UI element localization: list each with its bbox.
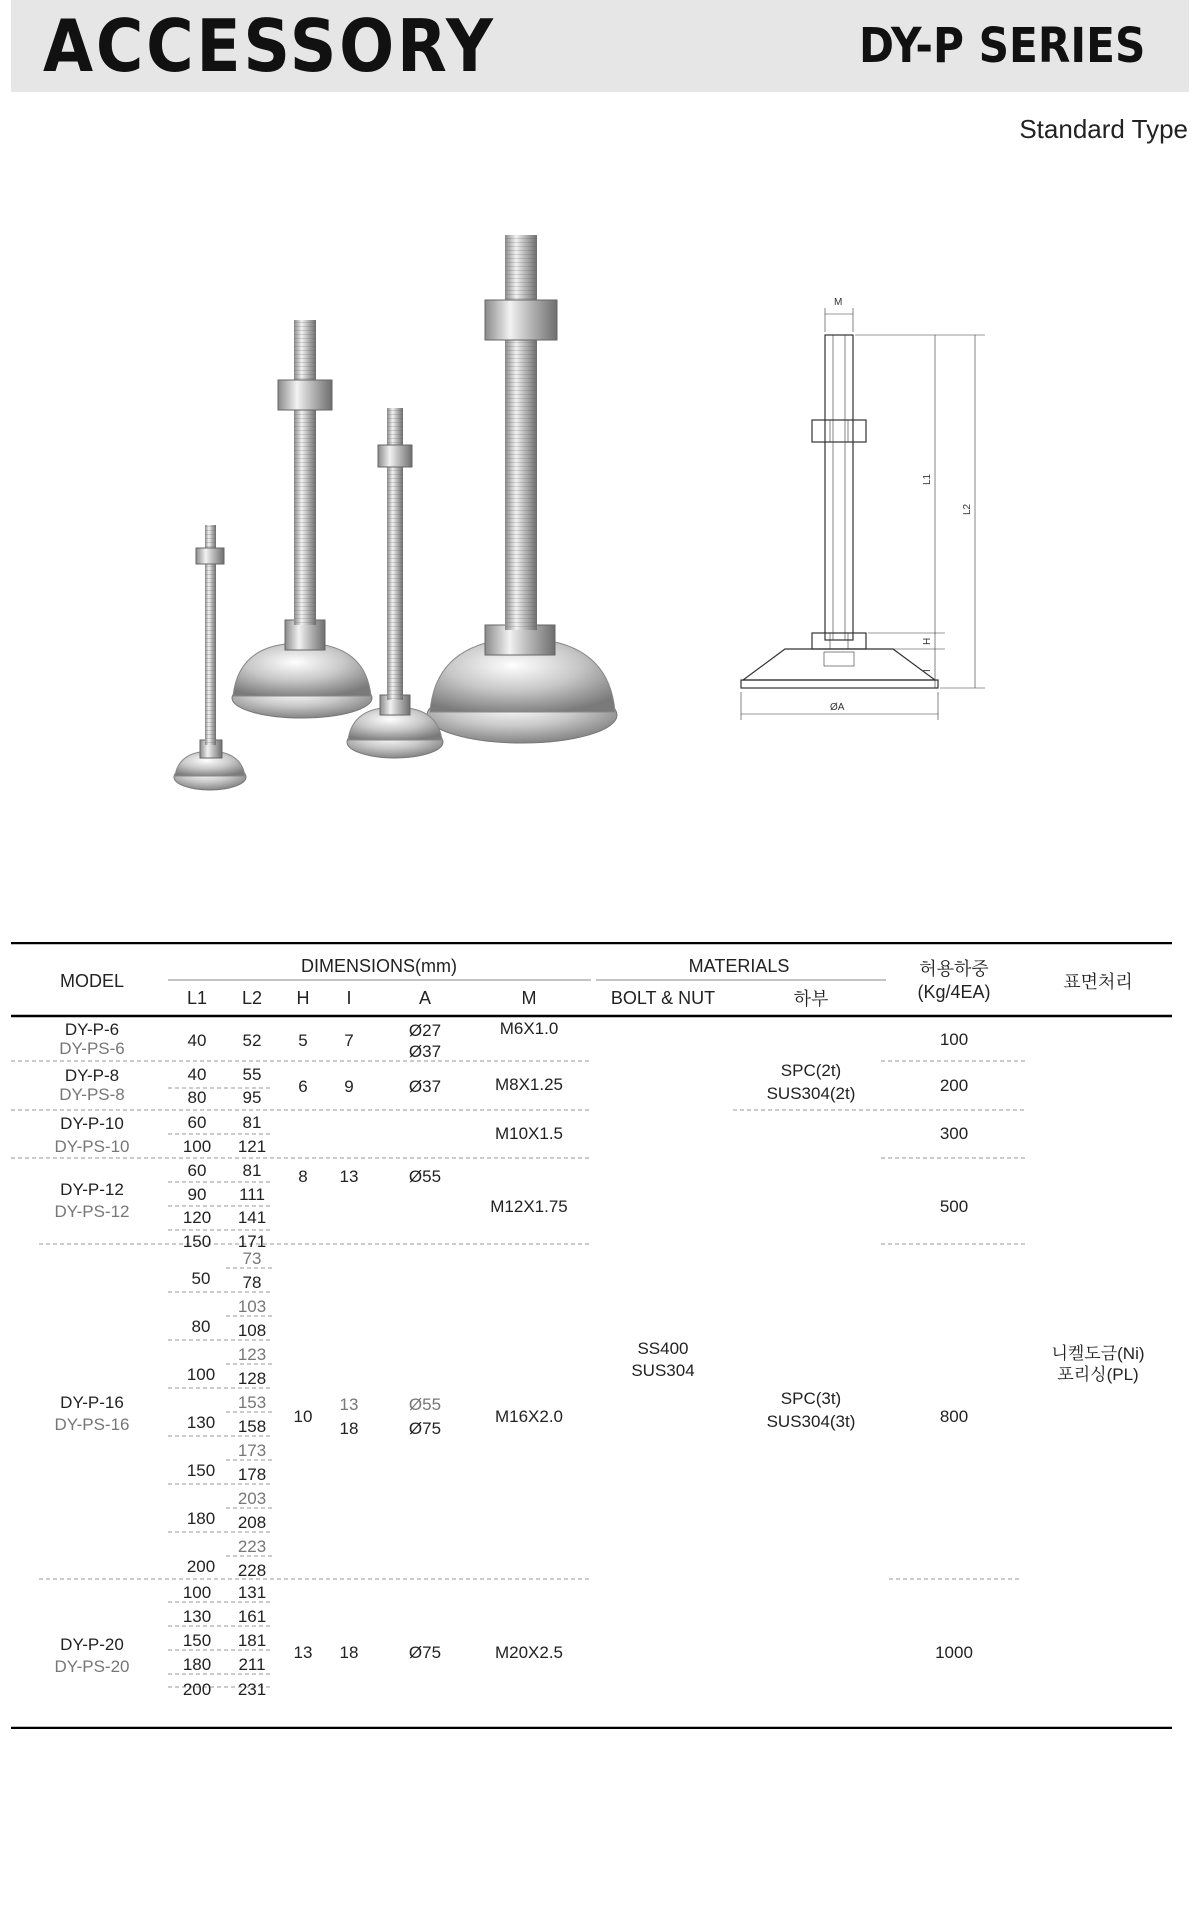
header-l1: L1: [186, 988, 208, 1008]
cell-load: 100: [939, 1030, 969, 1049]
cell-l2: 123: [237, 1345, 267, 1364]
cell-l2: 103: [237, 1297, 267, 1316]
header-l2: L2: [241, 988, 263, 1008]
cell-load: 500: [939, 1197, 969, 1216]
lower-material: SUS304(2t): [766, 1084, 856, 1103]
leveler-medium: [232, 320, 372, 718]
cell-a: Ø37: [408, 1077, 442, 1096]
cell-h: 8: [298, 1167, 308, 1186]
cell-l2: 228: [237, 1561, 267, 1580]
cell-a: Ø75: [408, 1419, 442, 1438]
cell-m: M12X1.75: [490, 1197, 568, 1216]
header-dimensions: DIMENSIONS(mm): [301, 956, 457, 976]
cell-i: 13: [339, 1395, 359, 1414]
cell-h: 10: [293, 1407, 313, 1426]
model-name-s: DY-PS-20: [54, 1657, 130, 1676]
cell-l2: 223: [237, 1537, 267, 1556]
cell-l1: 50: [191, 1269, 211, 1288]
page-header: [11, 0, 1189, 92]
cell-l1: 80: [191, 1317, 211, 1336]
cell-m: M20X2.5: [494, 1643, 564, 1662]
model-name: DY-P-6: [64, 1020, 120, 1039]
lower-material: SUS304(3t): [766, 1412, 856, 1431]
lower-material: SPC(2t): [780, 1061, 842, 1080]
bolt-material: SS400: [637, 1339, 689, 1358]
label-h: H: [922, 637, 933, 645]
cell-i: 7: [344, 1031, 354, 1050]
model-name: DY-P-10: [60, 1114, 124, 1133]
cell-l1: 100: [182, 1583, 212, 1602]
cell-a: Ø37: [408, 1042, 442, 1061]
cell-l2: 171: [237, 1232, 267, 1251]
cell-l2: 131: [237, 1583, 267, 1602]
leveler-smallest: [174, 525, 246, 790]
cell-l2: 161: [237, 1607, 267, 1626]
model-name: DY-P-12: [60, 1180, 124, 1199]
cell-l2: 211: [238, 1655, 266, 1674]
cell-m: M16X2.0: [494, 1407, 564, 1426]
cell-l1: 150: [182, 1232, 212, 1251]
model-name-s: DY-PS-12: [54, 1202, 130, 1221]
label-a: ØA: [830, 702, 845, 713]
cell-l2: 121: [237, 1137, 267, 1156]
label-i: I: [922, 669, 933, 672]
cell-l2: 231: [237, 1680, 267, 1699]
cell-i: 18: [339, 1419, 359, 1438]
cell-l1: 150: [182, 1631, 212, 1650]
header-load-unit: (Kg/4EA): [917, 982, 991, 1002]
cell-m: M6X1.0: [499, 1019, 559, 1038]
cell-load: 200: [939, 1076, 969, 1095]
cell-l1: 60: [187, 1113, 207, 1132]
cell-l2: 181: [237, 1631, 267, 1650]
model-name: DY-P-8: [64, 1066, 120, 1085]
page-title: ACCESSORY: [43, 4, 496, 88]
header-materials: MATERIALS: [688, 956, 790, 976]
cell-l1: 130: [186, 1413, 216, 1432]
cell-l2: 158: [237, 1417, 267, 1436]
cell-l1: 90: [187, 1185, 207, 1204]
cell-l1: 180: [182, 1655, 212, 1674]
cell-load: 1000: [935, 1643, 973, 1662]
bolt-material: SUS304: [631, 1361, 695, 1380]
cell-i: 13: [339, 1167, 359, 1186]
leveler-large: [427, 235, 617, 743]
model-name-s: DY-PS-6: [59, 1039, 125, 1058]
header-h: H: [296, 988, 310, 1008]
cell-l2: 52: [242, 1031, 262, 1050]
cell-l1: 100: [182, 1137, 212, 1156]
cell-l1: 40: [187, 1031, 207, 1050]
header-i: I: [346, 988, 352, 1008]
cell-l2: 208: [237, 1513, 267, 1532]
label-m: M: [834, 297, 843, 308]
cell-l1: 60: [187, 1161, 207, 1180]
header-m: M: [521, 988, 537, 1008]
label-l1: L1: [922, 473, 933, 485]
model-name: DY-P-16: [60, 1393, 124, 1412]
model-name-s: DY-PS-8: [59, 1085, 125, 1104]
product-photo: [90, 230, 670, 810]
header-lower: 하부: [793, 989, 829, 1009]
cell-l2: 173: [237, 1441, 267, 1460]
header-bolt-nut: BOLT & NUT: [610, 988, 716, 1008]
cell-l1: 150: [186, 1461, 216, 1480]
cell-m: M8X1.25: [494, 1075, 564, 1094]
cell-l1: 120: [182, 1208, 212, 1227]
cell-l2: 111: [239, 1185, 265, 1204]
label-l2: L2: [962, 503, 973, 515]
series-name: DY-P SERIES: [858, 18, 1145, 74]
dimension-drawing: [730, 280, 1050, 740]
cell-l2: 128: [237, 1369, 267, 1388]
cell-l1: 100: [186, 1365, 216, 1384]
table-body: [55, 1019, 1145, 1699]
model-name: DY-P-20: [60, 1635, 124, 1654]
lower-material: SPC(3t): [780, 1389, 842, 1408]
header-model: MODEL: [59, 971, 125, 991]
cell-l1: 200: [182, 1680, 212, 1699]
cell-i: 9: [344, 1077, 354, 1096]
cell-l2: 55: [242, 1065, 262, 1084]
header-load: 허용하중: [919, 959, 989, 979]
header-surface: 표면처리: [1063, 972, 1133, 992]
model-name-s: DY-PS-10: [54, 1137, 130, 1156]
cell-l2: 81: [242, 1113, 262, 1132]
cell-l1: 200: [186, 1557, 216, 1576]
cell-load: 800: [939, 1407, 969, 1426]
cell-m: M10X1.5: [494, 1124, 564, 1143]
spec-table: [11, 942, 1172, 1729]
cell-l2: 108: [237, 1321, 267, 1340]
header-a: A: [418, 988, 432, 1008]
cell-l1: 40: [187, 1065, 207, 1084]
cell-l2: 141: [237, 1208, 267, 1227]
cell-h: 6: [298, 1077, 308, 1096]
cell-l2: 95: [242, 1088, 262, 1107]
model-name-s: DY-PS-16: [54, 1415, 130, 1434]
cell-l2: 153: [237, 1393, 267, 1412]
cell-l2: 78: [242, 1273, 262, 1292]
cell-i: 18: [339, 1643, 359, 1662]
cell-a: Ø75: [408, 1643, 442, 1662]
cell-load: 300: [939, 1124, 969, 1143]
cell-l2: 81: [242, 1161, 262, 1180]
cell-l2: 178: [237, 1465, 267, 1484]
cell-a: Ø55: [408, 1395, 442, 1414]
cell-l1: 130: [182, 1607, 212, 1626]
cell-l2: 73: [242, 1249, 262, 1268]
cell-l1: 180: [186, 1509, 216, 1528]
cell-h: 13: [293, 1643, 313, 1662]
cell-h: 5: [298, 1031, 308, 1050]
surface-finish: 니켈도금(Ni): [1051, 1344, 1145, 1363]
cell-a: Ø27: [408, 1021, 442, 1040]
cell-a: Ø55: [408, 1167, 442, 1186]
cell-l2: 203: [237, 1489, 267, 1508]
type-label: Standard Type: [1019, 114, 1188, 144]
surface-finish: 포리싱(PL): [1057, 1365, 1139, 1384]
cell-l1: 80: [187, 1088, 207, 1107]
